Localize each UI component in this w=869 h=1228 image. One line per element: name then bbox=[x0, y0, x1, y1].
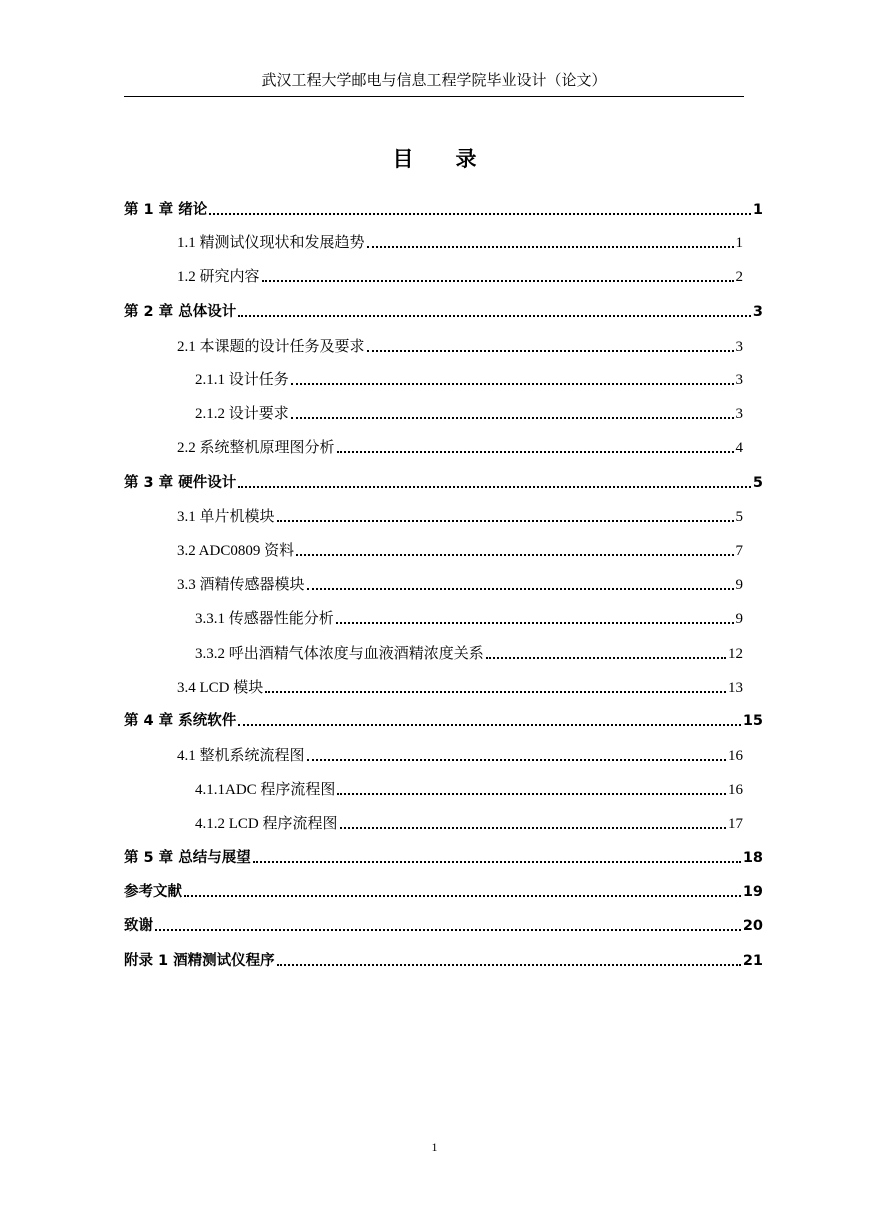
toc-dot-leader bbox=[367, 246, 734, 248]
toc-entry[interactable] bbox=[195, 369, 743, 391]
toc-dot-leader bbox=[337, 793, 726, 795]
toc-entry-page: 21 bbox=[742, 953, 763, 969]
toc-dot-leader bbox=[277, 520, 734, 522]
toc-entry-label: 3.1 单片机模块 bbox=[177, 509, 275, 525]
page-title-left: 目 bbox=[392, 147, 414, 171]
toc-dot-leader bbox=[253, 861, 741, 863]
toc-entry[interactable] bbox=[124, 915, 763, 937]
toc-entry[interactable] bbox=[177, 232, 743, 254]
toc-entry-label: 附录 1 酒精测试仪程序 bbox=[124, 953, 275, 969]
toc-entry[interactable] bbox=[195, 779, 743, 801]
toc-dot-leader bbox=[155, 929, 741, 931]
toc-entry-page: 2 bbox=[735, 269, 743, 285]
toc-entry[interactable] bbox=[124, 710, 763, 732]
toc-entry-label: 3.2 ADC0809 资料 bbox=[177, 543, 295, 559]
toc-entry[interactable] bbox=[177, 574, 743, 596]
toc-entry-page: 5 bbox=[752, 475, 763, 491]
toc-entry[interactable] bbox=[177, 336, 743, 358]
toc-entry-label: 第 5 章 总结与展望 bbox=[124, 850, 251, 866]
toc-entry[interactable] bbox=[177, 540, 743, 562]
toc-dot-leader bbox=[307, 588, 734, 590]
toc-entry[interactable] bbox=[124, 472, 763, 494]
toc-entry-page: 3 bbox=[752, 304, 763, 320]
toc-dot-leader bbox=[265, 691, 726, 693]
toc-entry-page: 15 bbox=[742, 713, 763, 729]
toc-dot-leader bbox=[262, 280, 734, 282]
toc-entry[interactable] bbox=[177, 506, 743, 528]
toc-entry-label: 2.1.2 设计要求 bbox=[195, 406, 289, 422]
toc-entry[interactable] bbox=[177, 677, 743, 699]
toc-entry-label: 3.3.1 传感器性能分析 bbox=[195, 611, 334, 627]
toc-dot-leader bbox=[340, 827, 726, 829]
toc-dot-leader bbox=[291, 383, 734, 385]
toc-dot-leader bbox=[337, 451, 734, 453]
page-title-right: 录 bbox=[455, 147, 477, 171]
toc-entry-page: 13 bbox=[728, 680, 743, 696]
toc-entry-label: 致谢 bbox=[124, 918, 153, 934]
toc-entry-label: 3.3 酒精传感器模块 bbox=[177, 577, 305, 593]
toc-entry-page: 12 bbox=[728, 646, 743, 662]
toc-entry-page: 19 bbox=[742, 884, 763, 900]
toc-entry-label: 2.2 系统整机原理图分析 bbox=[177, 440, 335, 456]
toc-entry-page: 16 bbox=[728, 782, 743, 798]
toc-entry-page: 1 bbox=[752, 202, 763, 218]
toc-entry[interactable] bbox=[124, 881, 763, 903]
toc-dot-leader bbox=[184, 895, 741, 897]
toc-entry-label: 3.4 LCD 模块 bbox=[177, 680, 264, 696]
toc-entry-page: 3 bbox=[735, 339, 743, 355]
toc-entry-page: 20 bbox=[742, 918, 763, 934]
toc-entry-label: 4.1.2 LCD 程序流程图 bbox=[195, 816, 338, 832]
toc-entry[interactable] bbox=[195, 813, 743, 835]
toc-entry[interactable] bbox=[177, 266, 743, 288]
toc-entry[interactable] bbox=[195, 608, 743, 630]
toc-dot-leader bbox=[367, 350, 734, 352]
toc-dot-leader bbox=[209, 213, 751, 215]
toc-entry[interactable] bbox=[195, 403, 743, 425]
toc-entry-label: 2.1 本课题的设计任务及要求 bbox=[177, 339, 365, 355]
toc-dot-leader bbox=[238, 315, 751, 317]
toc-entry[interactable] bbox=[124, 301, 763, 323]
toc-entry[interactable] bbox=[177, 437, 743, 459]
toc-entry-label: 参考文献 bbox=[124, 884, 182, 900]
toc-entry-label: 2.1.1 设计任务 bbox=[195, 372, 289, 388]
toc-dot-leader bbox=[277, 964, 741, 966]
toc-entry-label: 1.2 研究内容 bbox=[177, 269, 260, 285]
toc-entry-label: 第 4 章 系统软件 bbox=[124, 713, 237, 729]
page-number: 1 bbox=[431, 1140, 438, 1154]
toc-entry-label: 第 2 章 总体设计 bbox=[124, 304, 237, 320]
toc-entry-page: 3 bbox=[735, 406, 743, 422]
toc-entry[interactable] bbox=[195, 643, 743, 665]
toc-entry-page: 4 bbox=[735, 440, 743, 456]
toc-entry-label: 3.3.2 呼出酒精气体浓度与血液酒精浓度关系 bbox=[195, 646, 484, 662]
toc-entry[interactable] bbox=[124, 847, 763, 869]
toc-entry-page: 9 bbox=[735, 611, 743, 627]
toc-entry-page: 1 bbox=[735, 235, 743, 251]
toc-entry-page: 7 bbox=[735, 543, 743, 559]
toc-entry[interactable] bbox=[124, 199, 763, 221]
toc-dot-leader bbox=[238, 724, 741, 726]
running-header: 武汉工程大学邮电与信息工程学院毕业设计（论文） bbox=[124, 70, 744, 97]
toc-dot-leader bbox=[336, 622, 734, 624]
toc-entry-page: 3 bbox=[735, 372, 743, 388]
toc-entry-label: 第 1 章 绪论 bbox=[124, 202, 208, 218]
toc-entry-page: 18 bbox=[742, 850, 763, 866]
toc-dot-leader bbox=[238, 486, 751, 488]
toc-entry[interactable] bbox=[177, 745, 743, 767]
toc-dot-leader bbox=[307, 759, 726, 761]
toc-dot-leader bbox=[296, 554, 733, 556]
toc-dot-leader bbox=[486, 657, 726, 659]
toc-entry-page: 9 bbox=[735, 577, 743, 593]
toc-entry-page: 17 bbox=[728, 816, 743, 832]
toc-entry-label: 1.1 精测试仪现状和发展趋势 bbox=[177, 235, 365, 251]
toc-entry-label: 4.1 整机系统流程图 bbox=[177, 748, 305, 764]
toc-entry-label: 第 3 章 硬件设计 bbox=[124, 475, 237, 491]
toc-entry-label: 4.1.1ADC 程序流程图 bbox=[195, 782, 336, 798]
toc-entry-page: 5 bbox=[735, 509, 743, 525]
toc-dot-leader bbox=[291, 417, 734, 419]
toc-entry-page: 16 bbox=[728, 748, 743, 764]
toc-entry[interactable] bbox=[124, 950, 763, 972]
